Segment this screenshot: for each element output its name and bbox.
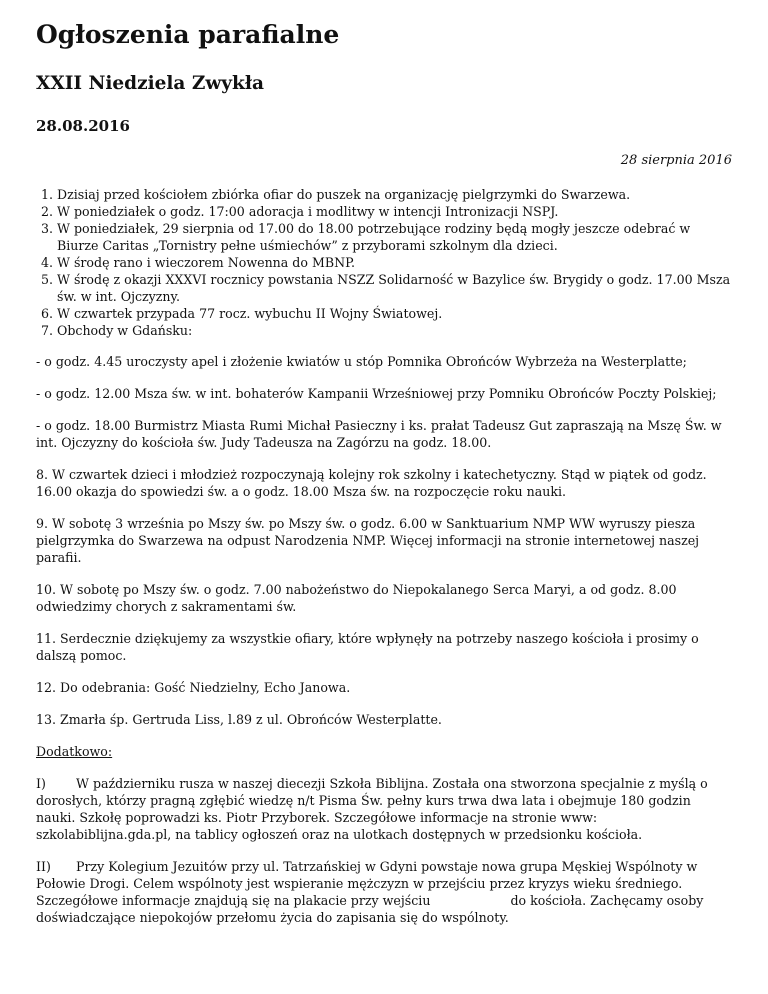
list-item: 6. W czwartek przypada 77 rocz. wybuchu II Wojny Światowej. bbox=[57, 305, 732, 322]
paragraph: 13. Zmarła śp. Gertruda Liss, l.89 z ul. Obrońców Westerplatte. bbox=[36, 712, 442, 727]
paragraph: - o godz. 12.00 Msza św. w int. bohaterów Kampanii Wrześniowej przy Pomniku Obrońców Poczty Polskiej; bbox=[36, 386, 717, 401]
extra-item-text: W październiku rusza w naszej diecezji Szkoła Biblijna. Została ona stworzona specjalnie z myślą o dorosłych, którzy pragną zgłębić wiedzę n/t Pisma Św. pełny kurs trwa dwa lata i obejmuje 180 godzin nauki. Szkołę poprowadzi ks. Piotr Przyborek. Szczegółowe informacje na stronie www: szkolabiblijna.gda.pl, na tablicy ogłoszeń oraz na ulotkach dostępnych w przedsionku kościoła. bbox=[36, 776, 708, 842]
extra-item-number: I) bbox=[36, 776, 46, 791]
list-item: 7. Obchody w Gdańsku: bbox=[57, 322, 732, 339]
list-item: 1. Dzisiaj przed kościołem zbiórka ofiar do puszek na organizację pielgrzymki do Swarzewa. bbox=[57, 186, 732, 203]
extra-item bbox=[36, 858, 732, 926]
date-right: 28 sierpnia 2016 bbox=[620, 153, 732, 168]
announcement-body bbox=[36, 186, 732, 926]
paragraph: 9. W sobotę 3 września po Mszy św. po Mszy św. o godz. 6.00 w Sanktuarium NMP WW wyruszy piesza pielgrzymka do Swarzewa na odpust Narodzenia NMP. Więcej informacji na stronie internetowej naszej parafii. bbox=[36, 516, 700, 565]
sunday-name: XXII Niedziela Zwykła bbox=[36, 73, 264, 94]
extra-item-number: II) bbox=[36, 859, 51, 874]
date-heading: 28.08.2016 bbox=[36, 117, 130, 135]
list-item: 5. W środę z okazji XXXVI rocznicy powstania NSZZ Solidarność w Bazylice św. Brygidy o godz. 17.00 Msza św. w int. Ojczyzny. bbox=[57, 271, 732, 305]
extra-item bbox=[36, 775, 732, 843]
list-item: 2. W poniedziałek o godz. 17:00 adoracja i modlitwy w intencji Intronizacji NSPJ. bbox=[57, 203, 732, 220]
extra-item-text: Przy Kolegium Jezuitów przy ul. Tatrzańskiej w Gdyni powstaje nowa grupa Męskiej Wspólnoty w Połowie Drogi. Celem wspólnoty jest wspieranie mężczyzn w przejściu przez kryzys wieku średniego. Szczegółowe informacje znajdują się na plakacie przy wejściu do kościoła. Zachęcamy osoby doświadczające niepokojów przełomu życia do zapisania się do wspólnoty. bbox=[36, 859, 708, 925]
paragraph: 10. W sobotę po Mszy św. o godz. 7.00 nabożeństwo do Niepokalanego Serca Maryi, a od godz. 8.00 odwiedzimy chorych z sakramentami św. bbox=[36, 582, 677, 614]
announcement-list bbox=[36, 186, 732, 339]
paragraph: 12. Do odebrania: Gość Niedzielny, Echo Janowa. bbox=[36, 680, 351, 695]
list-item: 4. W środę rano i wieczorem Nowenna do MBNP. bbox=[57, 254, 732, 271]
paragraph: - o godz. 4.45 uroczysty apel i złożenie kwiatów u stóp Pomnika Obrońców Wybrzeża na Westerplatte; bbox=[36, 354, 687, 369]
paragraph: 11. Serdecznie dziękujemy za wszystkie ofiary, które wpłynęły na potrzeby naszego kościoła i prosimy o dalszą pomoc. bbox=[36, 631, 699, 663]
paragraph: 8. W czwartek dzieci i młodzież rozpoczynają kolejny rok szkolny i katechetyczny. Stąd w piątek od godz. 16.00 okazja do spowiedzi św. a o godz. 18.00 Msza św. na rozpoczęcie roku nauki. bbox=[36, 467, 707, 499]
list-item: 3. W poniedziałek, 29 sierpnia od 17.00 do 18.00 potrzebujące rodziny będą mogły jeszcze odebrać w Biurze Caritas „Tornistry pełne uśmiechów” z przyborami szkolnym dla dzieci. bbox=[57, 220, 732, 254]
page-title: Ogłoszenia parafialne bbox=[36, 20, 340, 49]
extra-heading: Dodatkowo: bbox=[36, 744, 113, 759]
paragraph: - o godz. 18.00 Burmistrz Miasta Rumi Michał Pasieczny i ks. prałat Tadeusz Gut zapraszają na Mszę Św. w int. Ojczyzny do kościoła św. Judy Tadeusza na Zagórzu na godz. 18.00. bbox=[36, 418, 722, 450]
